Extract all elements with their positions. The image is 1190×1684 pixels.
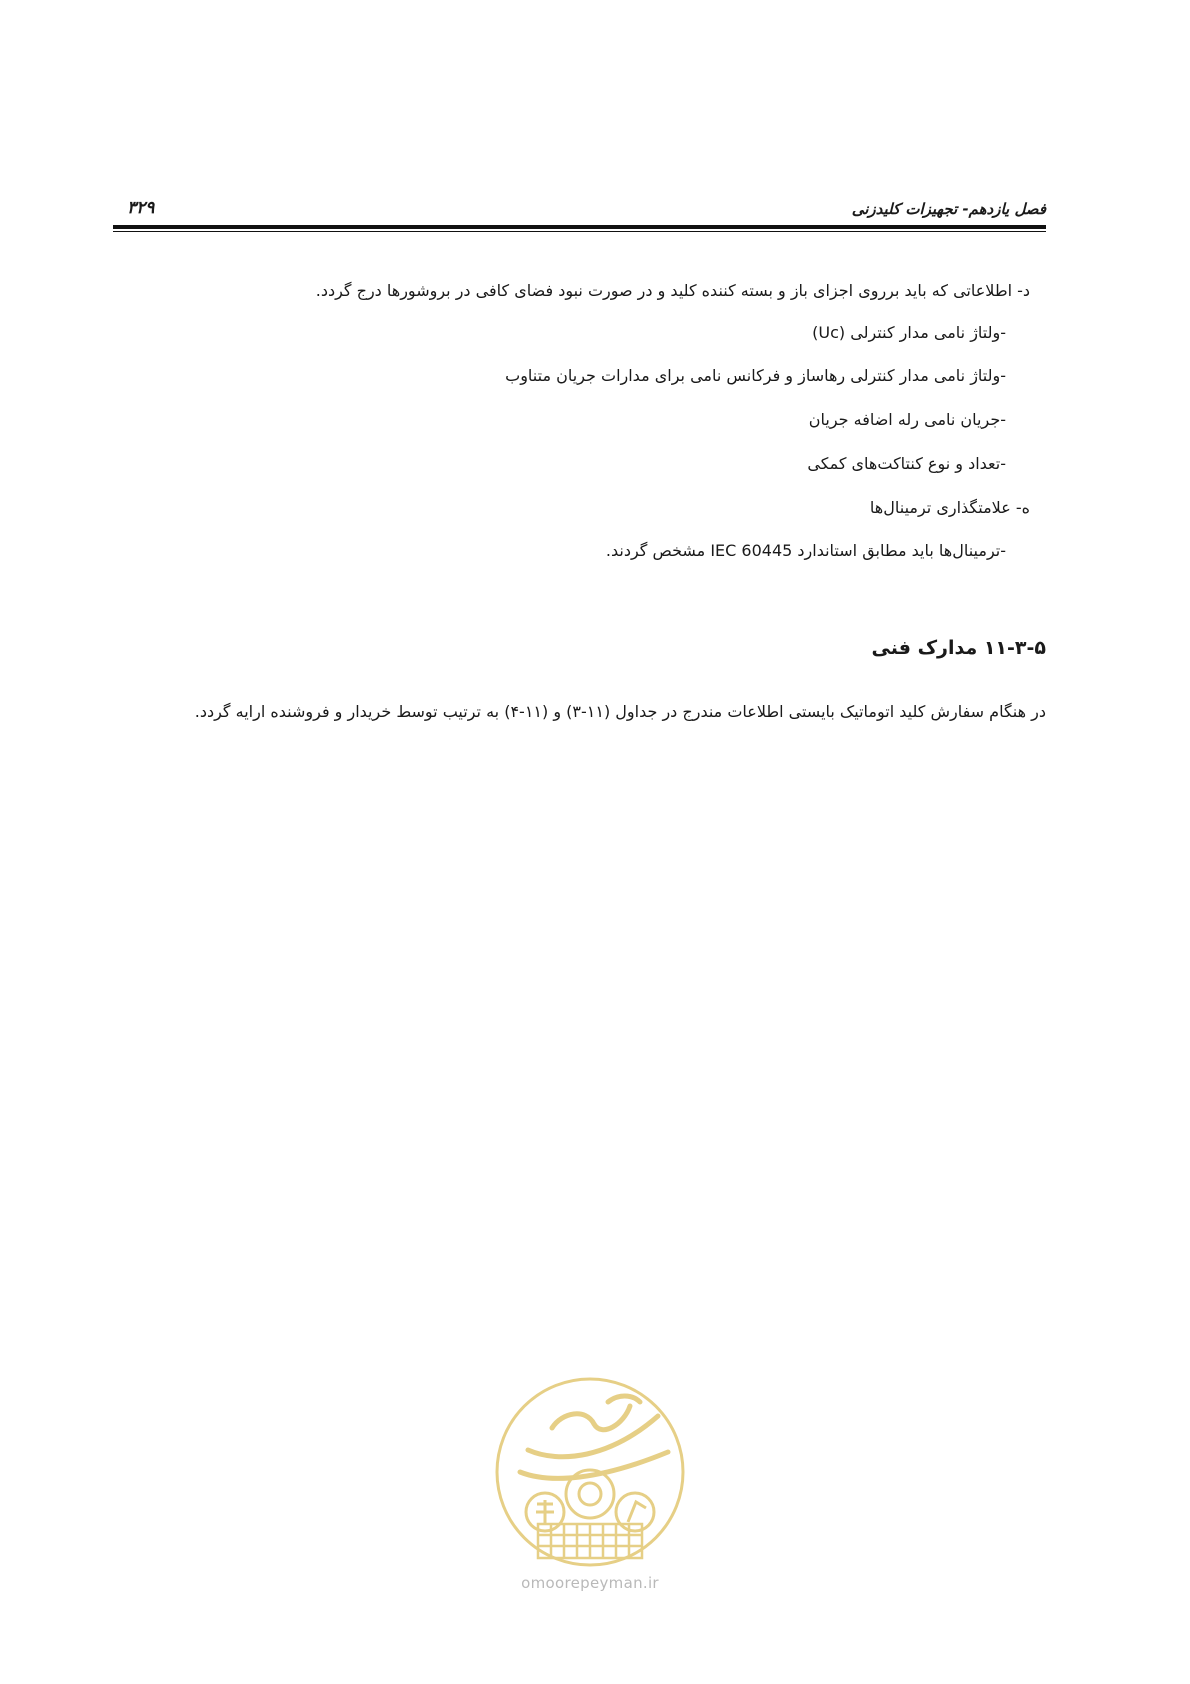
watermark-url: omoorepeyman.ir (521, 1574, 659, 1592)
section-paragraph: در هنگام سفارش کلید اتوماتیک بایستی اطلاعات مندرج در جداول (۱۱-۳) و (۱۱-۴) به ترتیب توسط خریدار و فروشنده ارایه گردد. (194, 702, 1046, 721)
header-rule-thin (113, 231, 1046, 232)
item-d-rated-control-voltage: -ولتاژ نامی مدار کنترلی (Uc) (812, 323, 1006, 342)
page-header (113, 198, 1046, 224)
item-e-terminal-standard: -ترمینال‌ها باید مطابق استاندارد IEC 60445 مشخص گردند. (605, 541, 1006, 560)
chapter-title: فصل یازدهم- تجهیزات کلیدزنی (851, 200, 1046, 218)
item-d-overcurrent-relay-current: -جریان نامی رله اضافه جریان (808, 410, 1006, 429)
item-e: ه- علامتگذاری ترمینال‌ها (869, 498, 1030, 517)
item-d-auxiliary-contacts: -تعداد و نوع کنتاکت‌های کمکی (807, 454, 1006, 473)
page-number: ۳۲۹ (127, 198, 155, 218)
item-d: د- اطلاعاتی که باید برروی اجزای باز و بسته کننده کلید و در صورت نبود فضای کافی در بروشورها درج گردد. (315, 281, 1030, 300)
header-rule-thick (113, 225, 1046, 229)
item-d-release-voltage-frequency: -ولتاژ نامی مدار کنترلی رهاساز و فرکانس نامی برای مدارات جریان متناوب (505, 366, 1006, 385)
omoorepeyman-logo (490, 1372, 690, 1572)
section-heading: ۱۱-۳-۵ مدارک فنی (871, 637, 1046, 659)
